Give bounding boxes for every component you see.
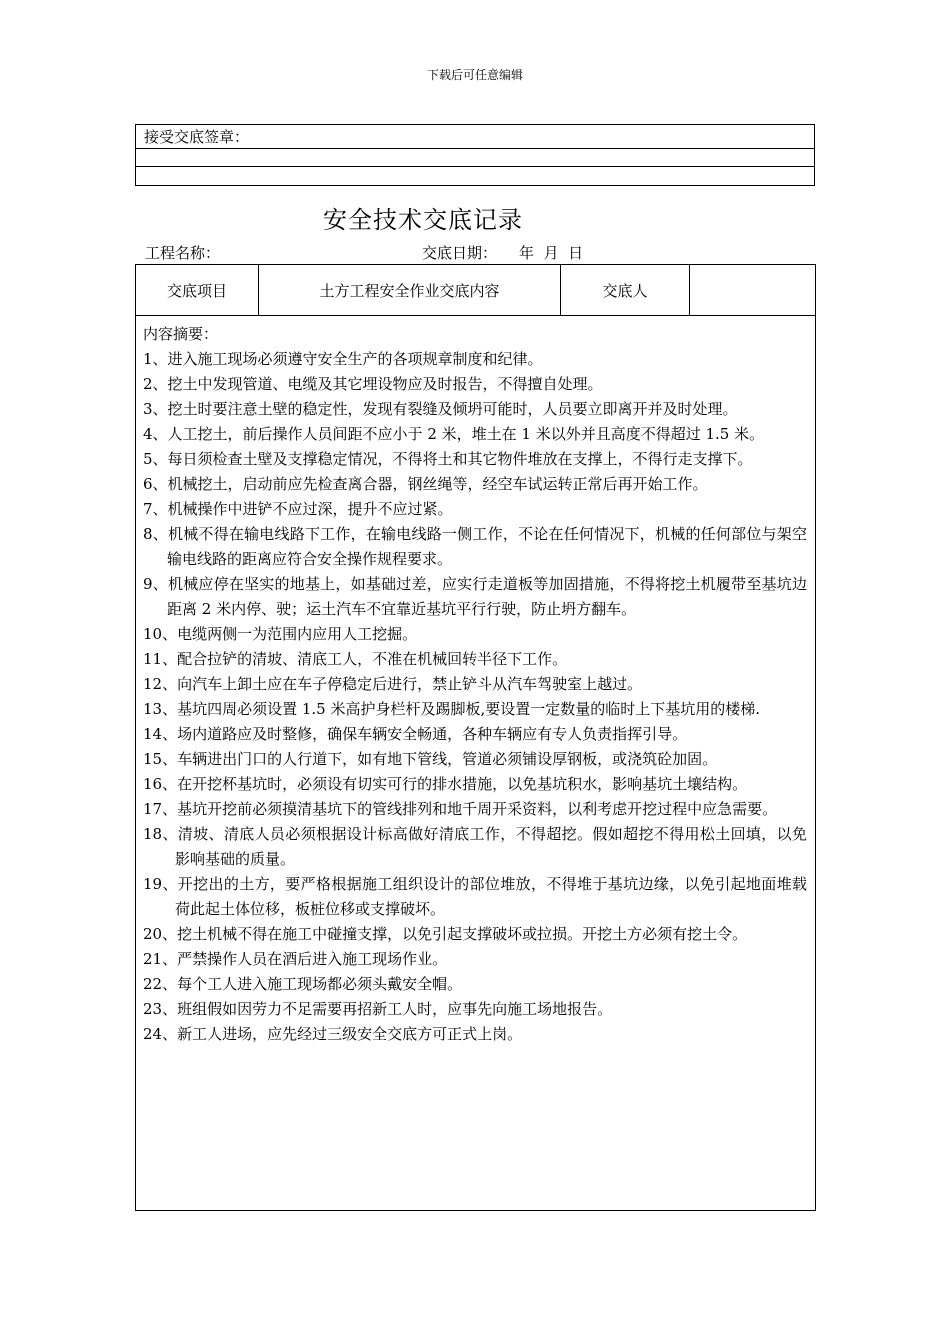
list-item: 8、机械不得在输电线路下工作，在输电线路一侧工作，不论在任何情况下，机械的任何部位与架空输电线路的距离应符合安全操作规程要求。 bbox=[143, 525, 807, 568]
list-item: 3、挖土时要注意土壁的稳定性，发现有裂缝及倾坍可能时，人员要立即离开并及时处理。 bbox=[143, 400, 738, 418]
list-item: 4、人工挖土，前后操作人员间距不应小于 2 米，堆土在 1 米以外并且高度不得超过 1.5 米。 bbox=[143, 425, 765, 443]
person-value bbox=[690, 265, 816, 316]
list-item: 12、向汽车上卸土应在车子停稳定后进行，禁止铲斗从汽车驾驶室上越过。 bbox=[143, 675, 643, 693]
list-item: 14、场内道路应及时整修，确保车辆安全畅通，各种车辆应有专人负责指挥引导。 bbox=[143, 725, 688, 743]
list-item: 15、车辆进出门口的人行道下，如有地下管线，管道必须铺设厚钢板，或浇筑砼加固。 bbox=[143, 750, 718, 768]
header-note: 下载后可任意编辑 bbox=[426, 68, 523, 82]
handover-date bbox=[422, 242, 583, 263]
person-label: 交底人 bbox=[561, 265, 690, 316]
summary-label: 内容摘要： bbox=[143, 325, 219, 343]
list-item: 6、机械挖土，启动前应先检查离合器，钢丝绳等，经空车试运转正常后再开始工作。 bbox=[143, 475, 708, 493]
page-title: 安全技术交底记录 bbox=[323, 206, 523, 234]
list-item: 10、电缆两侧一为范围内应用人工挖掘。 bbox=[143, 625, 418, 643]
date-year: 年 bbox=[519, 244, 535, 262]
signature-table bbox=[135, 124, 815, 186]
content-cell bbox=[136, 316, 816, 1211]
list-item: 17、基坑开挖前必须摸清基坑下的管线排列和地千周开采资料，以利考虑开挖过程中应急需要。 bbox=[143, 800, 778, 818]
list-item: 2、挖土中发现管道、电缆及其它埋设物应及时报告，不得擅自处理。 bbox=[143, 375, 603, 393]
project-name-label: 工程名称： bbox=[145, 244, 221, 262]
list-item: 9、机械应停在坚实的地基上，如基础过差，应实行走道板等加固措施，不得将挖土机履带至基坑边距离 2 米内停、驶；运土汽车不宜靠近基坑平行行驶，防止坍方翻车。 bbox=[143, 575, 807, 618]
signature-blank-row bbox=[136, 149, 815, 167]
date-day: 日 bbox=[568, 244, 584, 262]
signature-label: 接受交底签章： bbox=[136, 125, 815, 149]
list-item: 19、开挖出的土方，要严格根据施工组织设计的部位堆放，不得堆于基坑边缘，以免引起地面堆载荷此起土体位移，板桩位移或支撑破坏。 bbox=[143, 875, 807, 918]
list-item: 13、基坑四周必须设置 1.5 米高护身栏杆及踢脚板,要设置一定数量的临时上下基坑用的楼梯. bbox=[143, 700, 761, 718]
list-item: 18、清坡、清底人员必须根据设计标高做好清底工作，不得超挖。假如超挖不得用松土回填，以免影响基础的质量。 bbox=[143, 825, 807, 868]
list-item: 16、在开挖杯基坑时，必须设有切实可行的排水措施，以免基坑积水，影响基坑土壤结构。 bbox=[143, 775, 748, 793]
list-item: 20、挖土机械不得在施工中碰撞支撑，以免引起支撑破坏或拉损。开挖土方必须有挖土令。 bbox=[143, 925, 748, 943]
list-item: 21、严禁操作人员在酒后进入施工现场作业。 bbox=[143, 950, 448, 968]
list-item: 22、每个工人进入施工现场都必须头戴安全帽。 bbox=[143, 975, 463, 993]
list-item: 1、进入施工现场必须遵守安全生产的各项规章制度和纪律。 bbox=[143, 350, 543, 368]
date-month: 月 bbox=[543, 244, 559, 262]
signature-blank-row bbox=[136, 167, 815, 186]
item-value: 土方工程安全作业交底内容 bbox=[259, 265, 561, 316]
handover-table bbox=[135, 264, 816, 1211]
list-item: 24、新工人进场，应先经过三级安全交底方可正式上岗。 bbox=[143, 1025, 523, 1043]
list-item: 7、机械操作中进铲不应过深，提升不应过紧。 bbox=[143, 500, 453, 518]
date-label: 交底日期： bbox=[422, 244, 498, 262]
list-item: 5、每日须检查土壁及支撑稳定情况，不得将土和其它物件堆放在支撑上，不得行走支撑下。 bbox=[143, 450, 753, 468]
list-item: 11、配合拉铲的清坡、清底工人，不准在机械回转半径下工作。 bbox=[143, 650, 568, 668]
list-item: 23、班组假如因劳力不足需要再招新工人时，应事先向施工场地报告。 bbox=[143, 1000, 613, 1018]
item-label: 交底项目 bbox=[136, 265, 259, 316]
